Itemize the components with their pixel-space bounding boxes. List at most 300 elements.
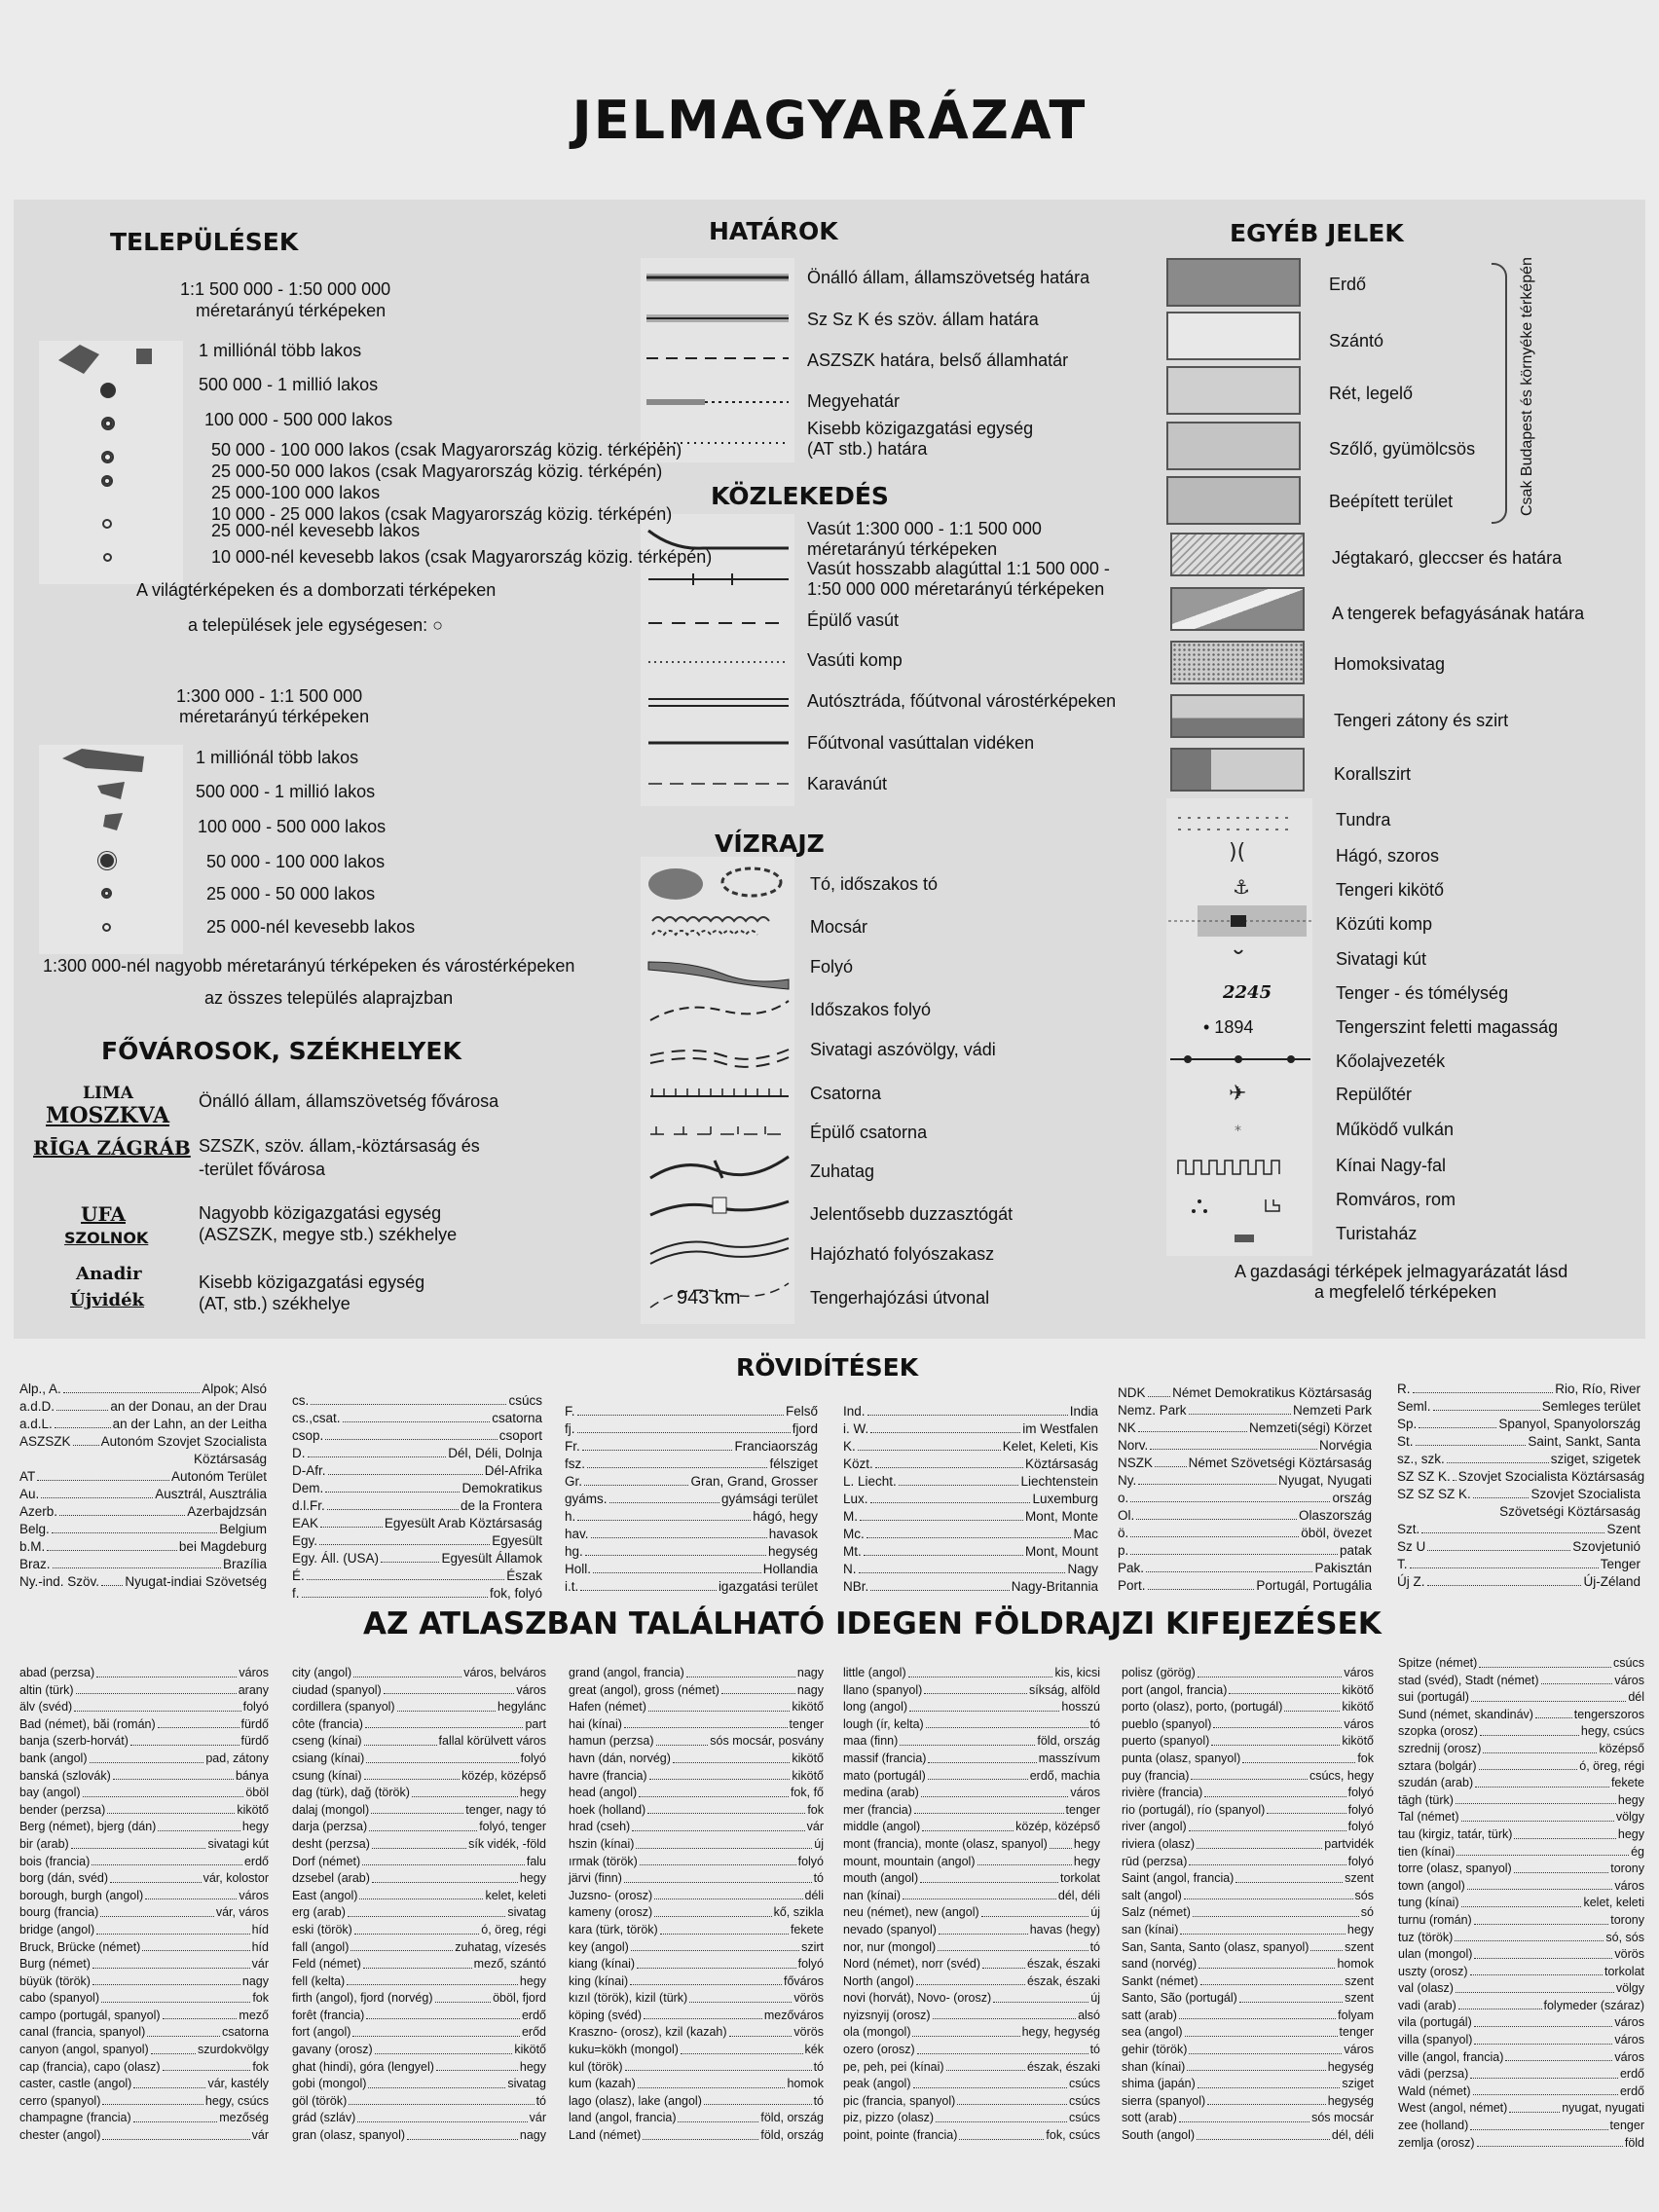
row-key: AT	[19, 1469, 36, 1484]
transport-symbols-icon	[645, 521, 791, 808]
row-value: vár, kastély	[207, 2077, 269, 2091]
row-key: SZ SZ K.	[1397, 1469, 1451, 1484]
row-value: ország	[1332, 1491, 1372, 1505]
row-key: bay (angol)	[19, 1786, 81, 1800]
term-row	[19, 2042, 269, 2059]
dot-leader	[113, 1768, 234, 1781]
dot-leader	[369, 1819, 477, 1831]
row-value: erdő	[1619, 2083, 1644, 2098]
term-row	[843, 2076, 1100, 2093]
dot-leader	[1410, 1556, 1599, 1568]
dot-leader	[133, 2076, 205, 2088]
rovid-header: RÖVIDÍTÉSEK	[736, 1353, 919, 1382]
row-key: lough (ír, kelta)	[843, 1716, 924, 1731]
row-key: puerto (spanyol)	[1122, 1734, 1210, 1749]
term-row	[569, 1733, 824, 1751]
dot-leader	[908, 1665, 1053, 1677]
abbrev-row	[565, 1491, 818, 1508]
row-value: erdő	[243, 1854, 269, 1868]
term-row	[1398, 1723, 1644, 1741]
row-value: föld, ország	[760, 2128, 824, 2143]
row-value: sós mocsár	[1311, 2111, 1374, 2125]
term-row	[569, 1922, 824, 1939]
dot-leader	[158, 1819, 240, 1831]
term-row	[1122, 1888, 1374, 1905]
row-value: torony	[1610, 1862, 1644, 1876]
abbrev-row	[19, 1451, 267, 1468]
dot-leader	[909, 1699, 1059, 1712]
row-key: Port.	[1118, 1578, 1146, 1593]
dot-leader	[630, 1973, 782, 1986]
row-key: kul (török)	[569, 2059, 623, 2074]
abbrev-row	[565, 1473, 818, 1491]
row-key: cerro (spanyol)	[19, 2093, 101, 2108]
row-value: szent	[1345, 1991, 1374, 2006]
row-value: hegy, csúcs	[1580, 1724, 1644, 1739]
village-ring-icon	[102, 923, 111, 932]
dot-leader	[1155, 1455, 1187, 1467]
row-key: rio (portugál), río (spanyol)	[1122, 1802, 1266, 1817]
row-value: tó	[1089, 2043, 1100, 2057]
terms-column	[1122, 1665, 1374, 2145]
row-key: mouth (angol)	[843, 1871, 919, 1886]
dot-leader	[348, 1904, 506, 1917]
term-row	[19, 1768, 269, 1786]
row-value: Egyesült Államok	[441, 1551, 542, 1566]
dot-leader	[350, 1939, 453, 1952]
row-key: b.M.	[19, 1539, 46, 1554]
abbrev-row	[19, 1503, 267, 1521]
dot-leader	[1453, 1468, 1456, 1481]
row-value: bánya	[235, 1768, 269, 1783]
abbrev-row	[19, 1573, 267, 1591]
dot-leader	[1130, 1542, 1338, 1555]
dot-leader	[1185, 2024, 1338, 2037]
row-value: szent	[1345, 1939, 1374, 1954]
dot-leader	[59, 1503, 185, 1516]
row-value: kikötő	[792, 1700, 824, 1714]
legend-item: Repülőtér	[1336, 1085, 1413, 1104]
dot-leader	[412, 1785, 518, 1797]
term-row	[843, 1682, 1100, 1700]
row-key: hoek (holland)	[569, 1802, 646, 1817]
term-row	[843, 2024, 1100, 2042]
row-key: Burg (német)	[19, 1957, 91, 1972]
abbrev-row	[1118, 1577, 1372, 1595]
row-value: közép, középső	[461, 1768, 546, 1783]
dot-leader	[147, 2024, 220, 2037]
settlement-item: 1 milliónál több lakos	[196, 748, 359, 767]
row-key: büyük (török)	[19, 1973, 91, 1988]
row-value: folyó	[520, 1751, 546, 1765]
hydro-item: Tengerhajózási útvonal	[810, 1288, 990, 1308]
abbrev-row	[1397, 1556, 1641, 1573]
term-row	[843, 1836, 1100, 1854]
abbrev-row	[843, 1473, 1098, 1491]
row-key: zemlja (orosz)	[1398, 2135, 1475, 2150]
abbrev-row	[565, 1420, 818, 1438]
note: 1:300 000-nél nagyobb méretarányú térképeken és várostérképeken	[43, 956, 575, 976]
row-value: Gran, Grand, Grosser	[690, 1474, 818, 1489]
row-value: új	[814, 1836, 824, 1851]
dot-leader	[407, 2127, 518, 2140]
dot-leader	[1514, 1826, 1615, 1839]
row-key: Mc.	[843, 1527, 865, 1541]
row-key: vadi (arab)	[1398, 1998, 1456, 2012]
term-row	[1122, 1819, 1374, 1836]
extra-symbols-icon	[1168, 808, 1312, 1271]
sea-ice-swatch	[1170, 587, 1305, 631]
dot-leader	[101, 1990, 250, 2003]
dot-leader	[436, 2059, 518, 2072]
row-value: föld, ország	[1037, 1734, 1100, 1749]
row-value: Mac	[1073, 1527, 1098, 1541]
abbrev-row	[19, 1538, 267, 1556]
row-key: firth (angol), fjord (norvég)	[292, 1991, 433, 2006]
row-value: hegy, csúcs	[204, 2093, 269, 2108]
row-value: tó	[813, 1871, 824, 1886]
row-key: kuku=kökh (mongol)	[569, 2043, 679, 2057]
dot-leader	[327, 1497, 459, 1510]
abbrev-column	[292, 1392, 542, 1603]
coral-reef-swatch	[1170, 748, 1305, 792]
dot-leader	[921, 1785, 1069, 1797]
row-key: mato (portugál)	[843, 1768, 926, 1783]
row-value: vár	[251, 1957, 269, 1972]
term-row	[19, 1904, 269, 1922]
row-key: Hafen (német)	[569, 1700, 646, 1714]
term-row	[19, 1785, 269, 1802]
abbrev-row	[1118, 1490, 1372, 1507]
village-ring-icon	[103, 553, 112, 562]
dot-leader	[364, 1768, 461, 1781]
note: A világtérképeken és a domborzati térképeken	[136, 580, 497, 600]
row-value: Új-Zéland	[1583, 1574, 1641, 1589]
row-value: an der Donau, an der Drau	[110, 1399, 267, 1414]
row-value: Liechtenstein	[1020, 1474, 1098, 1489]
row-key: Új Z.	[1397, 1574, 1425, 1589]
row-key: Berg (német), bjerg (dán)	[19, 1820, 157, 1834]
row-value: folyó	[1347, 1786, 1374, 1800]
dot-leader	[347, 1973, 518, 1986]
dot-leader	[1198, 1665, 1343, 1677]
row-key: f.	[292, 1586, 300, 1601]
hydro-item: Időszakos folyó	[810, 1000, 932, 1019]
border-item: Sz Sz K és szöv. állam határa	[807, 310, 1039, 329]
row-value: közép, középső	[1015, 1820, 1100, 1834]
term-row	[569, 1854, 824, 1871]
term-row	[19, 1888, 269, 1905]
transport-item: 1:50 000 000 méretarányú térképeken	[807, 579, 1105, 599]
terms-column	[843, 1665, 1100, 2145]
dot-leader	[74, 1699, 240, 1712]
row-value: dél, déli	[1331, 2128, 1374, 2143]
term-row	[292, 1888, 546, 1905]
row-value: havasok	[768, 1527, 818, 1541]
term-row	[569, 1751, 824, 1768]
row-value: város	[1344, 2043, 1374, 2057]
row-key: tau (kirgiz, tatár, türk)	[1398, 1826, 1513, 1841]
dot-leader	[397, 1699, 496, 1712]
dot-leader	[1461, 1895, 1582, 1907]
term-row	[19, 1682, 269, 1700]
capital-desc: -terület fővárosa	[199, 1160, 326, 1179]
row-key: peak (angol)	[843, 2077, 911, 2091]
dot-leader	[638, 2076, 786, 2088]
term-row	[292, 1870, 546, 1888]
abbrev-row	[1397, 1521, 1641, 1538]
row-value: tó	[1089, 1716, 1100, 1731]
row-key: lago (olasz), lake (angol)	[569, 2093, 702, 2108]
row-value: Ausztrál, Ausztrália	[155, 1487, 267, 1501]
row-value: patak	[1339, 1543, 1372, 1558]
row-value: fekete	[790, 1922, 824, 1936]
row-key: sui (portugál)	[1398, 1690, 1469, 1705]
term-row	[292, 1904, 546, 1922]
abbrev-row	[843, 1543, 1098, 1561]
dot-leader	[624, 1716, 788, 1729]
row-key: hg.	[565, 1544, 583, 1559]
row-key: Fr.	[565, 1439, 580, 1454]
row-key: borough, burgh (angol)	[19, 1888, 144, 1902]
egyeb-header: EGYÉB JELEK	[1230, 219, 1404, 247]
term-row	[1398, 1758, 1644, 1776]
row-key: p.	[1118, 1543, 1129, 1558]
row-value: arany	[238, 1682, 269, 1697]
term-row	[843, 1665, 1100, 1682]
term-row	[843, 2093, 1100, 2111]
dot-leader	[582, 1438, 733, 1451]
dot-leader	[1509, 2100, 1560, 2113]
row-key: nor, nur (mongol)	[843, 1939, 937, 1954]
dot-leader	[580, 1578, 717, 1591]
row-key: banská (szlovák)	[19, 1768, 111, 1783]
row-value: Mont, Mount	[1024, 1544, 1098, 1559]
row-key: pic (francia, spanyol)	[843, 2093, 956, 2108]
fovarosok-header: FŐVÁROSOK, SZÉKHELYEK	[101, 1037, 461, 1065]
dot-leader	[654, 1904, 771, 1917]
abbrev-row	[292, 1410, 542, 1427]
row-key: cordillera (spanyol)	[292, 1700, 395, 1714]
dot-leader	[859, 1561, 1066, 1573]
abbrev-row	[1118, 1419, 1372, 1437]
term-row	[1398, 1912, 1644, 1930]
row-value: Német Demokratikus Köztársaság	[1172, 1385, 1372, 1400]
dot-leader	[916, 1973, 1025, 1986]
border-item: ASZSZK határa, belső államhatár	[807, 350, 1069, 370]
row-key: Közt.	[843, 1456, 873, 1471]
term-row	[1122, 1973, 1374, 1991]
row-key: csop.	[292, 1428, 324, 1443]
row-value: csatorna	[492, 1411, 542, 1425]
term-row	[1398, 1998, 1644, 2015]
dot-leader	[163, 2059, 251, 2072]
hydro-item: Jelentősebb duzzasztógát	[810, 1204, 1014, 1224]
settlement-item: 25 000-nél kevesebb lakos	[211, 521, 421, 540]
row-value: tó	[813, 2093, 824, 2108]
term-row	[1398, 1689, 1644, 1707]
dot-leader	[977, 1854, 1072, 1866]
glacier-swatch	[1170, 533, 1305, 576]
dot-leader	[73, 1433, 99, 1446]
row-value: vár	[251, 2128, 269, 2143]
row-value: szirt	[801, 1939, 824, 1954]
capital-example: UFA	[81, 1202, 126, 1226]
legend-item: Kőolajvezeték	[1336, 1051, 1446, 1071]
dot-leader	[151, 2042, 196, 2054]
dot-leader	[959, 2127, 1044, 2140]
row-value: hegy	[1073, 1854, 1100, 1868]
term-row	[569, 1665, 824, 1682]
dot-leader	[924, 1682, 1027, 1695]
dot-leader	[1198, 2076, 1341, 2088]
row-key: i. W.	[843, 1421, 869, 1436]
row-value: fok, fő	[790, 1786, 824, 1800]
row-key: gehir (török)	[1122, 2043, 1188, 2057]
row-value: hágó, hegy	[753, 1509, 818, 1524]
row-value: partvidék	[1324, 1836, 1374, 1851]
dot-leader	[1193, 1904, 1359, 1917]
term-row	[569, 1768, 824, 1786]
row-key: campo (portugál, spanyol)	[19, 2008, 161, 2022]
settlement-item: 10 000 - 25 000 lakos (csak Magyarország közig. térképén)	[211, 504, 673, 524]
row-key: San, Santa, Santo (olasz, spanyol)	[1122, 1939, 1309, 1954]
row-key: land (angol, francia)	[569, 2111, 677, 2125]
dot-leader	[145, 1888, 237, 1900]
row-key: turnu (román)	[1398, 1912, 1472, 1927]
dot-leader	[359, 1888, 483, 1900]
row-key: Norv.	[1118, 1438, 1149, 1453]
term-row	[19, 1716, 269, 1734]
row-value: sziget, szigetek	[1550, 1452, 1641, 1466]
term-row	[843, 2042, 1100, 2059]
dot-leader	[1475, 1775, 1609, 1788]
row-value: kis, kicsi	[1054, 1666, 1100, 1679]
row-value: Nemzeti(ségi) Körzet	[1248, 1420, 1372, 1435]
row-key: shima (japán)	[1122, 2077, 1196, 2091]
term-row	[843, 1939, 1100, 1957]
abbrev-row	[1397, 1381, 1641, 1398]
row-value: Egyesült Arab Köztársaság	[384, 1516, 542, 1530]
term-row	[292, 1768, 546, 1786]
abbrev-row	[1118, 1402, 1372, 1419]
row-value: kék	[804, 2043, 824, 2057]
term-row	[19, 2024, 269, 2042]
dot-leader	[1200, 1973, 1344, 1986]
row-key: val (olasz)	[1398, 1981, 1454, 1996]
legend-item: Tengerszint feletti magasság	[1336, 1017, 1559, 1037]
row-key: mer (francia)	[843, 1802, 912, 1817]
dot-leader	[993, 1990, 1088, 2003]
term-row	[19, 1973, 269, 1991]
row-key: erg (arab)	[292, 1905, 346, 1920]
abbrev-column	[1118, 1384, 1372, 1595]
row-key: Au.	[19, 1487, 40, 1501]
row-key: punta (olasz, spanyol)	[1122, 1751, 1241, 1765]
row-key: abad (perzsa)	[19, 1666, 95, 1679]
row-value: mező	[239, 2008, 269, 2022]
term-row	[19, 2008, 269, 2025]
dot-leader	[591, 1526, 767, 1538]
term-row	[569, 2110, 824, 2127]
abbrev-column	[1397, 1381, 1645, 1591]
row-value: város	[1614, 1673, 1644, 1687]
abbrev-row	[292, 1462, 542, 1480]
term-row	[19, 1819, 269, 1836]
dot-leader	[1213, 1716, 1342, 1729]
row-value: vörös	[793, 1991, 824, 2006]
dot-leader	[163, 2008, 238, 2020]
term-row	[19, 1665, 269, 1682]
row-value: de la Frontera	[460, 1498, 542, 1513]
row-key: h.	[565, 1509, 576, 1524]
row-value: fok, folyó	[489, 1586, 542, 1601]
abbrev-row	[292, 1392, 542, 1410]
row-value: folyó	[1347, 1854, 1374, 1868]
dot-leader	[1189, 1854, 1346, 1866]
dot-leader	[1239, 1990, 1343, 2003]
legend-item: Beépített terület	[1329, 492, 1454, 511]
dot-leader	[914, 1802, 1064, 1815]
row-value: Franciaország	[734, 1439, 818, 1454]
row-key: cs.	[292, 1393, 310, 1408]
row-key: Szt.	[1397, 1522, 1420, 1536]
settlement-item: 10 000-nél kevesebb lakos (csak Magyarország közig. térképén)	[211, 547, 713, 567]
term-row	[843, 1870, 1100, 1888]
row-key: hszin (kínai)	[569, 1836, 635, 1851]
term-row	[1398, 2032, 1644, 2049]
abbrev-row	[843, 1420, 1098, 1438]
dot-leader	[56, 1398, 108, 1411]
row-key: nan (kínai)	[843, 1888, 902, 1902]
dot-leader	[858, 1438, 1001, 1451]
dot-leader	[47, 1538, 177, 1551]
term-row	[1122, 1802, 1374, 1820]
dot-leader	[1136, 1507, 1297, 1520]
row-key: Nord (német), norr (svéd)	[843, 1957, 981, 1972]
row-value: mezőség	[219, 2111, 269, 2125]
dot-leader	[133, 2110, 218, 2122]
dot-leader	[656, 1733, 709, 1746]
abbrev-row	[1397, 1433, 1641, 1451]
abbrev-row	[19, 1381, 267, 1398]
row-value: folyó	[1347, 1802, 1374, 1817]
row-key: Braz.	[19, 1557, 51, 1571]
settlement-item: 25 000-100 000 lakos	[211, 483, 381, 502]
row-key: san (kínai)	[1122, 1922, 1179, 1936]
row-value: Portugál, Portugália	[1256, 1578, 1372, 1593]
dot-leader	[936, 2110, 1067, 2122]
svg-text:✈: ✈	[1229, 1082, 1247, 1106]
row-value: bei Magdeburg	[178, 1539, 267, 1554]
term-row	[843, 1956, 1100, 1973]
term-row	[569, 1990, 824, 2008]
dot-leader	[1187, 2059, 1325, 2072]
forest-swatch	[1166, 258, 1301, 307]
dot-leader	[636, 1836, 812, 1849]
row-key: sz., szk.	[1397, 1452, 1445, 1466]
term-row	[569, 1802, 824, 1820]
row-key: F.	[565, 1404, 575, 1419]
row-key: fell (kelta)	[292, 1973, 346, 1988]
city-dot-icon	[100, 854, 114, 867]
row-value: Demokratikus	[461, 1481, 542, 1495]
legend-item: Tundra	[1336, 810, 1391, 830]
abbrev-row	[1118, 1455, 1372, 1472]
row-key: kum (kazah)	[569, 2077, 636, 2091]
row-key: hrad (cseh)	[569, 1820, 631, 1834]
dot-leader	[1148, 1577, 1255, 1590]
